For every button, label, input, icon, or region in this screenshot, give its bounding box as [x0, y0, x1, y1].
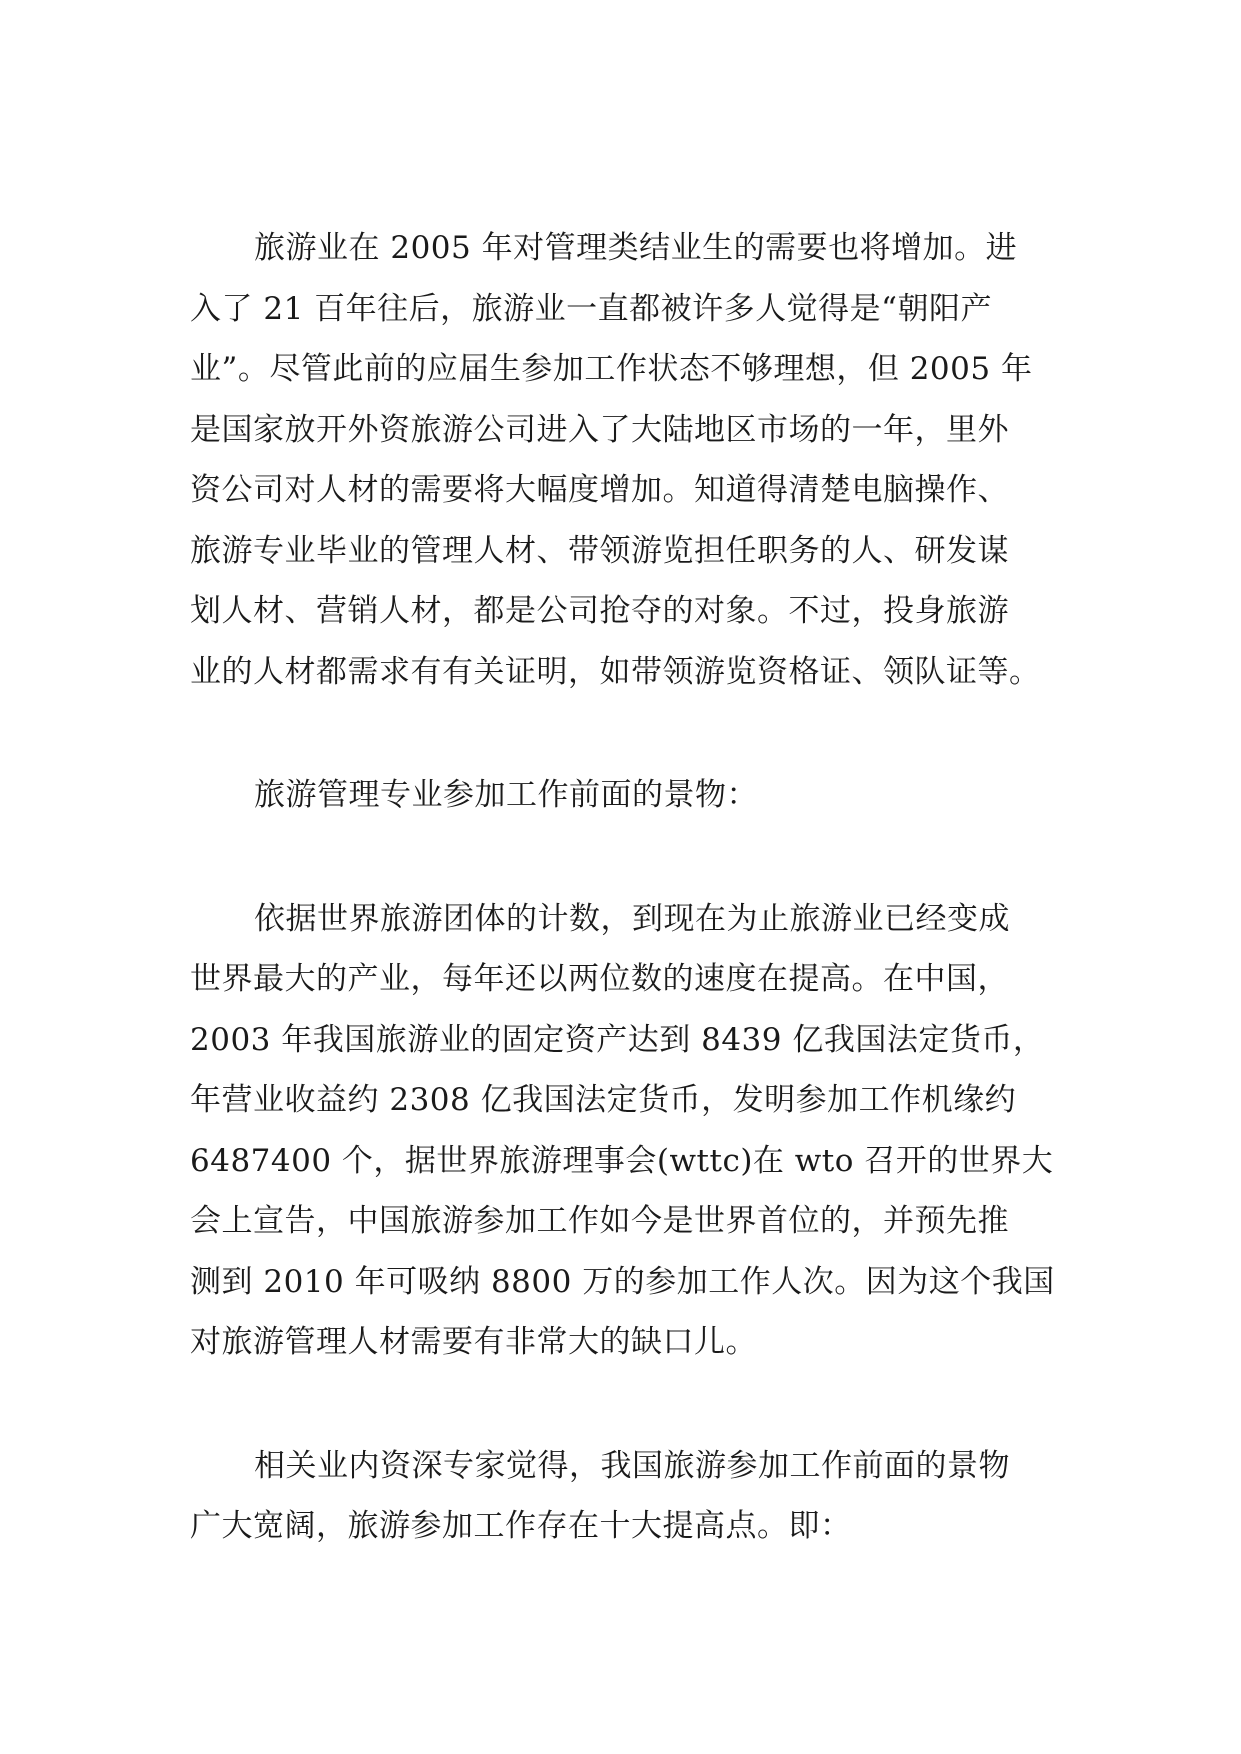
text-line: 入了 21 百年往后，旅游业一直都被许多人觉得是“朝阳产	[190, 290, 992, 327]
text-line: 2003 年我国旅游业的固定资产达到 8439 亿我国法定货币，	[190, 1021, 1045, 1058]
text-line: 是国家放开外资旅游公司进入了大陆地区市场的一年，里外	[190, 411, 1009, 448]
document-body	[190, 218, 1070, 1557]
paragraph-industry-statistics	[190, 889, 1070, 1373]
text-line: 划人材、营销人材，都是公司抢夺的对象。不过，投身旅游	[190, 593, 1009, 629]
text-line: 年营业收益约 2308 亿我国法定货币，发明参加工作机缘约	[190, 1082, 1017, 1118]
text-line: 世界最大的产业，每年还以两位数的速度在提高。在中国，	[190, 961, 1009, 997]
text-line: 6487400 个，据世界旅游理事会(wttc)在 wto 召开的世界大	[190, 1142, 1054, 1179]
text-line: 旅游管理专业参加工作前面的景物：	[254, 777, 758, 813]
text-line: 旅游专业毕业的管理人材、带领游览担任职务的人、研发谋	[190, 532, 1009, 569]
text-line: 会上宣告，中国旅游参加工作如今是世界首位的，并预先推	[190, 1203, 1009, 1239]
text-line: 业”。尽管此前的应届生参加工作状态不够理想，但 2005 年	[190, 351, 1033, 387]
text-line: 旅游业在 2005 年对管理类结业生的需要也将增加。进	[254, 230, 1018, 266]
text-line: 业的人材都需求有有关证明，如带领游览资格证、领队证等。	[190, 653, 1041, 690]
paragraph-tourism-demand	[190, 218, 1070, 702]
paragraph-expert-opinion	[190, 1436, 1070, 1557]
paragraph-heading-prospects	[190, 765, 1070, 826]
text-line: 资公司对人材的需要将大幅度增加。知道得清楚电脑操作、	[190, 472, 1009, 508]
text-line: 对旅游管理人材需要有非常大的缺口儿。	[190, 1324, 757, 1360]
text-line: 相关业内资深专家觉得，我国旅游参加工作前面的景物	[254, 1447, 1010, 1484]
text-line: 广大宽阔，旅游参加工作存在十大提高点。即：	[190, 1508, 852, 1544]
text-line: 依据世界旅游团体的计数，到现在为止旅游业已经变成	[254, 900, 1010, 937]
text-line: 测到 2010 年可吸纳 8800 万的参加工作人次。因为这个我国	[190, 1263, 1055, 1300]
